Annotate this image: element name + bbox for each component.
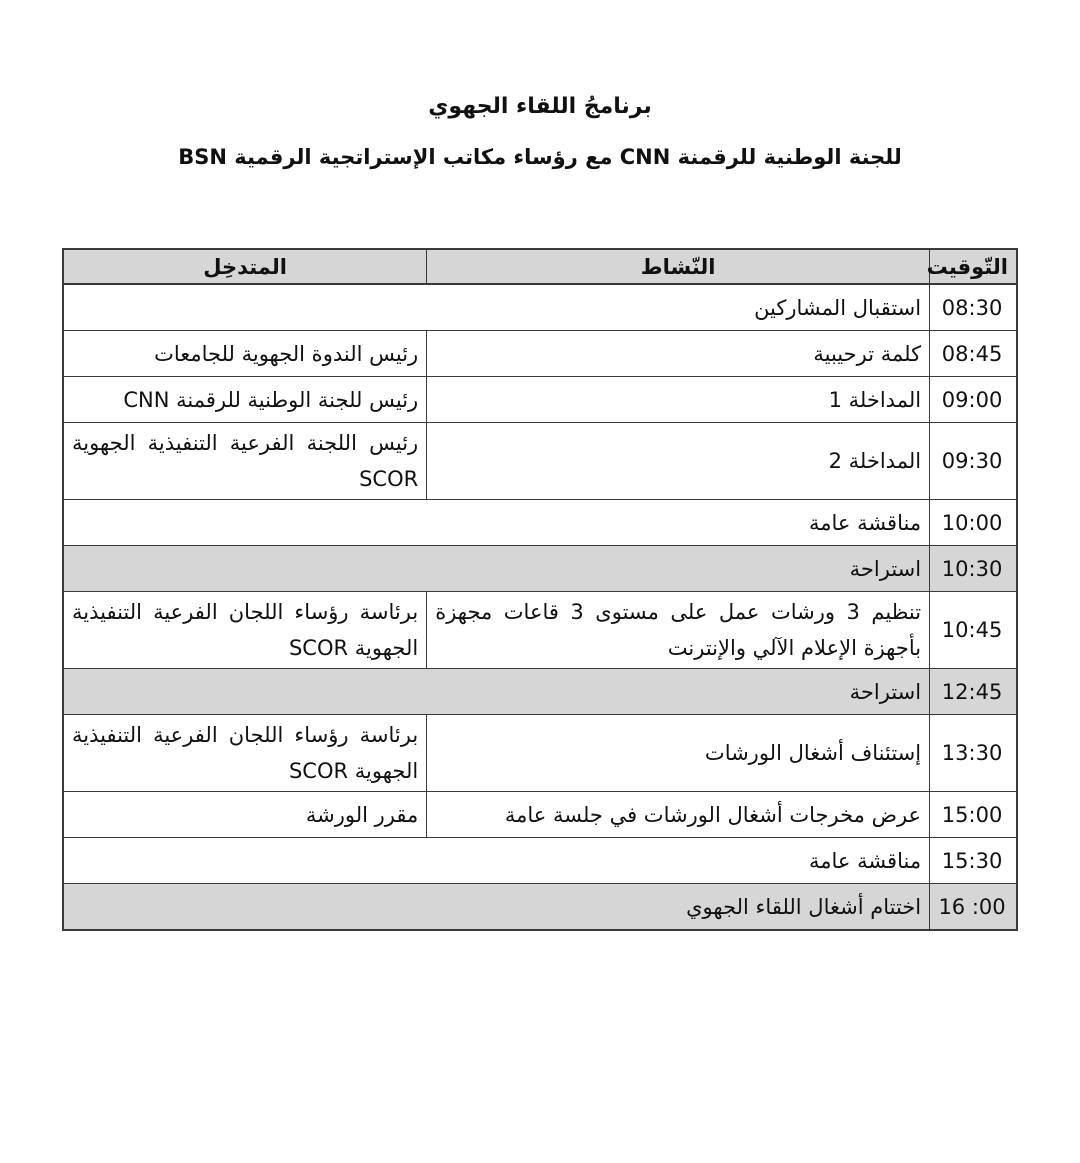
time-cell: 10:45 <box>929 592 1016 669</box>
activity-cell: استراحة <box>64 546 929 592</box>
table-row <box>64 423 1016 500</box>
time-cell: 10:30 <box>929 546 1016 592</box>
time-cell: 15:30 <box>929 838 1016 884</box>
table-row <box>64 377 1016 423</box>
time-cell: 09:30 <box>929 423 1016 500</box>
table-row <box>64 792 1016 838</box>
activity-cell: إستئناف أشغال الورشات <box>426 715 929 792</box>
schedule-table <box>62 248 1018 931</box>
header-time: التّوقيت <box>929 250 1016 285</box>
table-header-row <box>64 250 1016 285</box>
speaker-cell: مقرر الورشة <box>64 792 426 838</box>
speaker-cell: رئيس للجنة الوطنية للرقمنة CNN <box>64 377 426 423</box>
time-cell: 08:30 <box>929 285 1016 331</box>
table-row <box>64 331 1016 377</box>
time-cell: 12:45 <box>929 669 1016 715</box>
activity-cell: اختتام أشغال اللقاء الجهوي <box>64 884 929 929</box>
header-speaker: المتدخِل <box>64 250 426 285</box>
table-row <box>64 546 1016 592</box>
activity-cell: مناقشة عامة <box>64 838 929 884</box>
table-row <box>64 500 1016 546</box>
time-cell: 13:30 <box>929 715 1016 792</box>
activity-cell: استراحة <box>64 669 929 715</box>
table-row <box>64 884 1016 929</box>
table-row <box>64 715 1016 792</box>
time-cell: 09:00 <box>929 377 1016 423</box>
time-cell: 16 :00 <box>929 884 1016 929</box>
table-row <box>64 838 1016 884</box>
speaker-cell: رئيس الندوة الجهوية للجامعات <box>64 331 426 377</box>
activity-cell: المداخلة 2 <box>426 423 929 500</box>
time-cell: 08:45 <box>929 331 1016 377</box>
table-row <box>64 669 1016 715</box>
time-cell: 10:00 <box>929 500 1016 546</box>
document-subtitle: للجنة الوطنية للرقمنة CNN مع رؤساء مكاتب الإستراتجية الرقمية BSN <box>178 145 902 169</box>
time-cell: 15:00 <box>929 792 1016 838</box>
activity-cell: تنظيم 3 ورشات عمل على مستوى 3 قاعات مجهزة بأجهزة الإعلام الآلي والإنترنت <box>426 592 929 669</box>
speaker-cell: برئاسة رؤساء اللجان الفرعية التنفيذية الجهوية SCOR <box>64 592 426 669</box>
speaker-cell: رئيس اللجنة الفرعية التنفيذية الجهوية SCOR <box>64 423 426 500</box>
speaker-cell: برئاسة رؤساء اللجان الفرعية التنفيذية الجهوية SCOR <box>64 715 426 792</box>
header-activity: النّشاط <box>426 250 929 285</box>
activity-cell: المداخلة 1 <box>426 377 929 423</box>
activity-cell: كلمة ترحيبية <box>426 331 929 377</box>
table-row <box>64 592 1016 669</box>
activity-cell: مناقشة عامة <box>64 500 929 546</box>
activity-cell: استقبال المشاركين <box>64 285 929 331</box>
document-title: برنامجُ اللقاء الجهوي <box>428 94 652 119</box>
table-row <box>64 285 1016 331</box>
activity-cell: عرض مخرجات أشغال الورشات في جلسة عامة <box>426 792 929 838</box>
